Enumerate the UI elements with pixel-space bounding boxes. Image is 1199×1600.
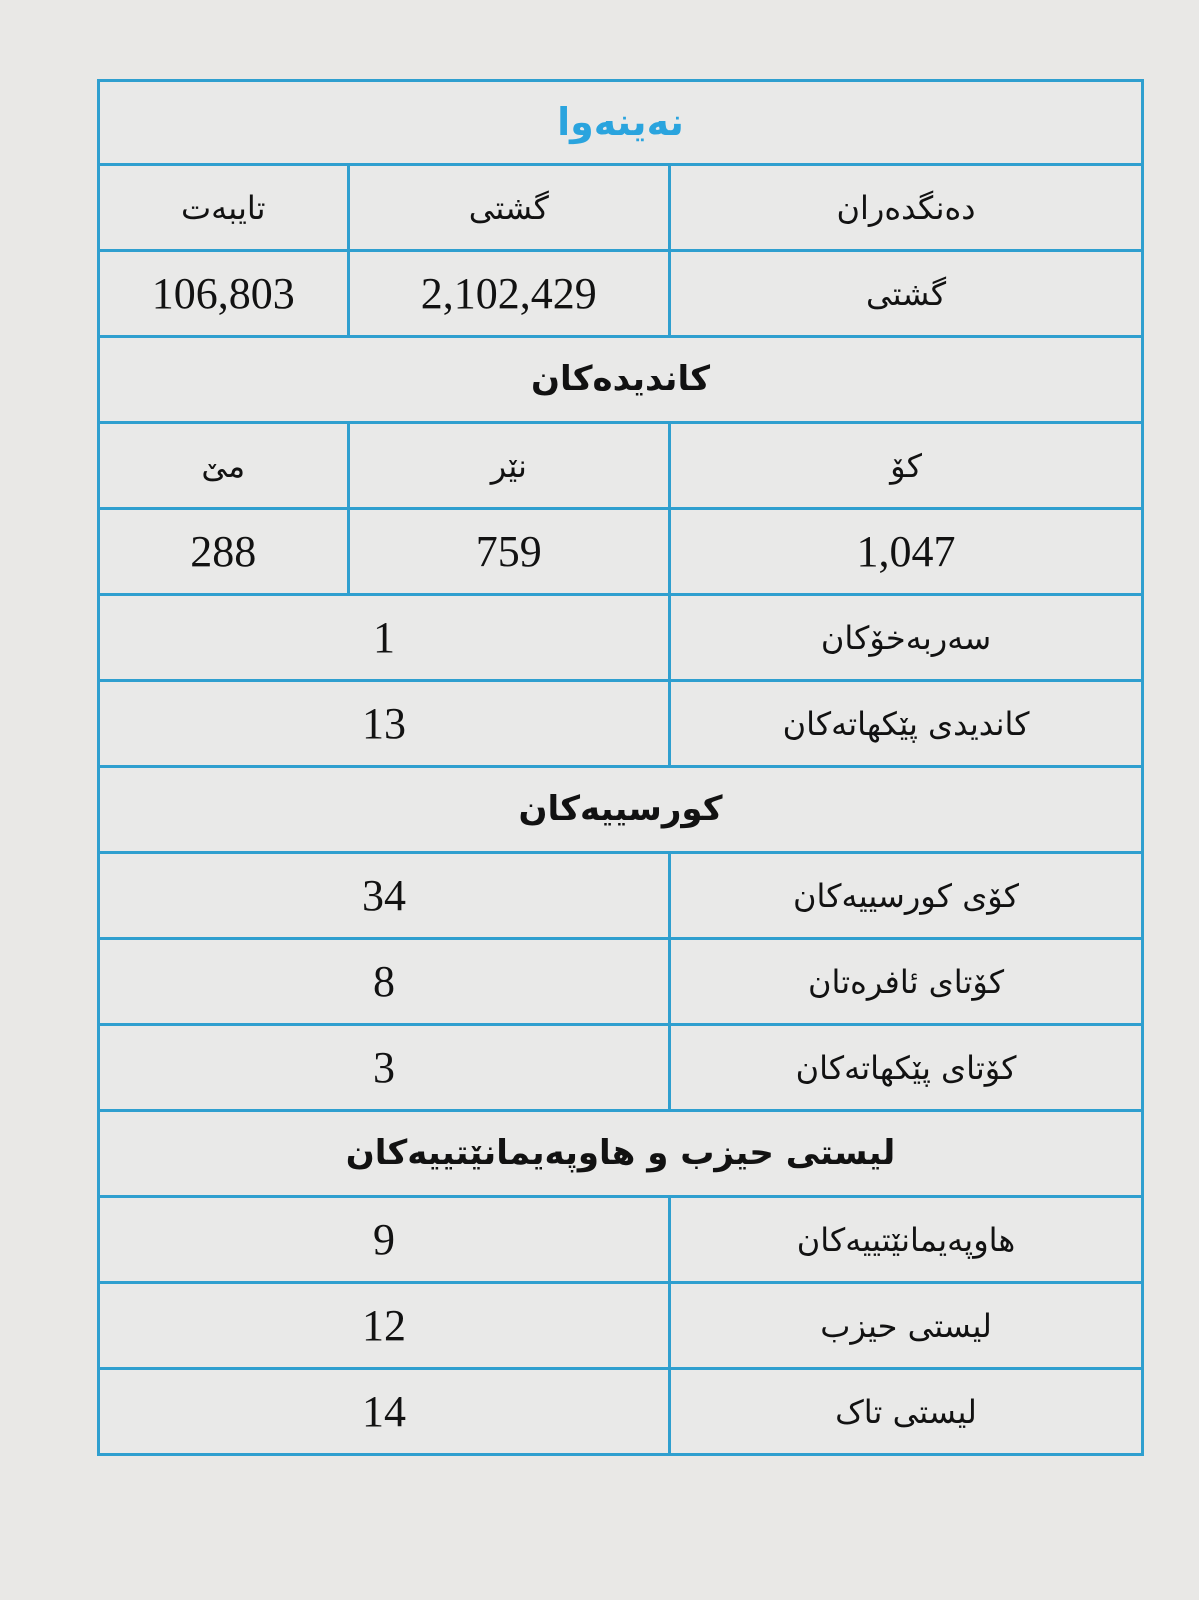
candidates-count-male: 759 [348, 509, 670, 595]
voters-total-general: 2,102,429 [348, 251, 670, 337]
region-title: نەینەوا [99, 81, 1143, 165]
independents-row [99, 595, 1143, 681]
region-title-row [99, 81, 1143, 165]
coalitions-label: هاوپەیمانێتییەکان [670, 1197, 1143, 1283]
component-candidates-row [99, 681, 1143, 767]
coalitions-row [99, 1197, 1143, 1283]
seats-section-title: کورسییەکان [99, 767, 1143, 853]
voters-header-row [99, 165, 1143, 251]
single-lists-value: 14 [99, 1369, 670, 1455]
single-lists-row [99, 1369, 1143, 1455]
lists-section-title: لیستی حیزب و هاوپەیمانێتییەکان [99, 1111, 1143, 1197]
independents-label: سەربەخۆکان [670, 595, 1143, 681]
candidates-counts-row [99, 509, 1143, 595]
candidates-header-total: کۆ [670, 423, 1143, 509]
seats-total-row [99, 853, 1143, 939]
voters-header-label: دەنگدەران [670, 165, 1143, 251]
party-lists-value: 12 [99, 1283, 670, 1369]
voters-total-special: 106,803 [99, 251, 349, 337]
voters-header-special: تایبەت [99, 165, 349, 251]
voters-header-general: گشتی [348, 165, 670, 251]
coalitions-value: 9 [99, 1197, 670, 1283]
component-candidates-label: کاندیدی پێکهاتەکان [670, 681, 1143, 767]
voters-totals-row [99, 251, 1143, 337]
component-candidates-value: 13 [99, 681, 670, 767]
voters-totals-label: گشتی [670, 251, 1143, 337]
party-lists-label: لیستی حیزب [670, 1283, 1143, 1369]
women-quota-row [99, 939, 1143, 1025]
party-lists-row [99, 1283, 1143, 1369]
components-quota-row [99, 1025, 1143, 1111]
candidates-header-row [99, 423, 1143, 509]
components-quota-value: 3 [99, 1025, 670, 1111]
independents-value: 1 [99, 595, 670, 681]
components-quota-label: کۆتای پێکهاتەکان [670, 1025, 1143, 1111]
candidates-header-male: نێر [348, 423, 670, 509]
seats-section-row [99, 767, 1143, 853]
candidates-count-female: 288 [99, 509, 349, 595]
election-stats-table [97, 79, 1144, 1456]
women-quota-label: کۆتای ئافرەتان [670, 939, 1143, 1025]
candidates-header-female: مێ [99, 423, 349, 509]
seats-total-value: 34 [99, 853, 670, 939]
women-quota-value: 8 [99, 939, 670, 1025]
lists-section-row [99, 1111, 1143, 1197]
candidates-count-total: 1,047 [670, 509, 1143, 595]
candidates-section-title: کاندیدەکان [99, 337, 1143, 423]
candidates-section-row [99, 337, 1143, 423]
single-lists-label: لیستی تاک [670, 1369, 1143, 1455]
seats-total-label: کۆی کورسییەکان [670, 853, 1143, 939]
